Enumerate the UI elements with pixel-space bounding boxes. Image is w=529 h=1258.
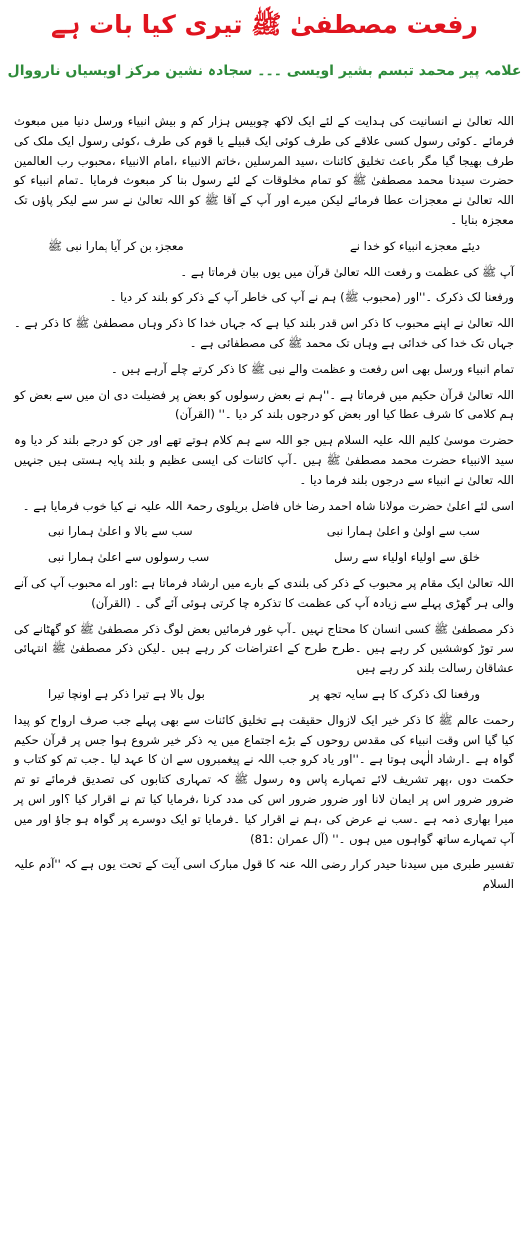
- paragraph: تفسیر طبری میں سیدنا حیدر کرار رضی اللہ عنہ کا قول مبارک اسی آیت کے تحت یوں ہے کہ ''آدم علیہ السلام: [14, 857, 514, 892]
- article-body: [14, 112, 514, 901]
- paragraph: تمام انبیاء ورسل بھی اس رفعت و عظمت والے نبی ﷺ کا ذکر کرتے چلے آرہے ہیں ۔: [111, 361, 514, 376]
- verse-line: خلق سے اولیاء اولیاء سے رسل: [334, 550, 480, 565]
- paragraph: اللہ تعالیٰ نے اپنے محبوب کا ذکر اس قدر بلند کیا ہے کہ جہاں خدا کا ذکر وہاں مصطفیٰ ﷺ کا ذکر ہے ۔جہاں تک خدا کی خدائی ہے وہاں تک محمد ﷺ کی مصطفائی ہے ۔: [14, 316, 514, 350]
- verse-line: بول بالا ہے تیرا ذکر ہے اونچا تیرا: [48, 686, 205, 701]
- paragraph: اللہ تعالیٰ قرآن حکیم میں فرماتا ہے ۔''ہم نے بعض رسولوں کو بعض پر فضیلت دی ان میں سے بعض کو ہم کلامی کا شرف عطا کیا اور بعض کو درجوں بلند کر دیا ۔'' (القرآن): [14, 387, 514, 422]
- paragraph: حضرت موسیٰ کلیم اللہ علیہ السلام ہیں جو اللہ سے ہم کلام ہوتے تھے اور جن کو درجے بلند کر دیا وہ سید الانبیاء حضرت محمد مصطفیٰ ﷺ ہیں ۔آپ کائنات کی ایسی عظیم و بلند پایہ ہستی ہیں جنہیں اللہ تعالیٰ نے انبیاء سے درجوں بلند فرما دیا ۔: [14, 433, 514, 487]
- verse-line: دیئے معجزے انبیاء کو خدا نے: [349, 238, 480, 253]
- paragraph: ورفعنا لک ذکرک ۔''اور (محبوب ﷺ) ہم نے آپ کی خاطر آپ کے ذکر کو بلند کر دیا ۔: [109, 290, 514, 305]
- article-title: رفعت مصطفیٰ ﷺ تیری کیا بات ہے: [51, 10, 478, 39]
- verse-line: سب رسولوں سے اعلیٰ ہمارا نبی: [48, 550, 210, 565]
- paragraph: اللہ تعالیٰ ایک مقام پر محبوب کے ذکر کی بلندی کے بارے میں ارشاد فرماتا ہے :اور اے محبوب آپ کی آنے والی ہر گھڑی پہلے سے زیادہ آپ کی عظمت کا تذکرہ چا کرتی ہوئی آئے گی ۔ (القرآن): [14, 575, 514, 610]
- poetry-couplet: [14, 548, 514, 568]
- verse-line: معجزہ بن کر آیا ہمارا نبی ﷺ: [48, 238, 184, 253]
- paragraph: رحمت عالم ﷺ کا ذکر خیر ایک لازوال حقیقت ہے تخلیق کائنات سے بھی پہلے جب صرف ارواح کو پیدا کیا گیا اس وقت انبیاء کی مقدس روحوں کے بڑے اجتماع میں یہ ذکر خیر شروع ہوا جس پر قرآن حکیم گواہ ہے ۔ارشاد الٰہی ہوتا ہے ۔''اور یاد کرو جب اللہ نے پیغمبروں سے ان کا عہد لیا ۔جب تم کو کتاب و حکمت دوں ،پھر تشریف لائے تمہارے پاس وہ رسول ﷺ کہ تمہاری کتابوں کی تصدیق فرمائے تو تم ضرور ضرور اس پر ایمان لانا اور ضرور ضرور اس کی مدد کرنا ،فرمایا کیا تم نے اقرار کیا ؟اور اس پر میرا بھاری ذمہ ہے ۔سب نے عرض کی ،ہم نے اقرار کیا ۔فرمایا تو ایک دوسرے پر گواہ ہو جاؤ اور میں آپ تمہارے ساتھ گواہوں میں ہوں ۔'' (آل عمران :81): [14, 712, 514, 846]
- paragraph: آپ ﷺ کی عظمت و رفعت اللہ تعالیٰ قرآن میں یوں بیان فرماتا ہے ۔: [180, 264, 514, 279]
- verse-line: سب سے بالا و اعلیٰ ہمارا نبی: [48, 524, 193, 539]
- author-byline: علامہ پیر محمد تبسم بشیر اویسی ۔۔۔ سجادہ نشین مرکز اویسیاں نارووال: [7, 63, 522, 79]
- poetry-couplet: [14, 522, 514, 542]
- verse-line: ورفعنا لک ذکرک کا ہے سایہ تجھ پر: [309, 686, 480, 701]
- paragraph: اسی لئے اعلیٰ حضرت مولانا شاہ احمد رضا خاں فاضل بریلوی رحمۃ اللہ علیہ نے کیا خوب فرمایا ہے ۔: [22, 498, 514, 513]
- verse-line: سب سے اولیٰ و اعلیٰ ہمارا نبی: [326, 524, 480, 539]
- paragraph: ذکر مصطفیٰ ﷺ کسی انسان کا محتاج نہیں ۔آپ غور فرمائیں بعض لوگ ذکر مصطفیٰ ﷺ کو گھٹانے کی سر توڑ کوششیں کر رہے ہیں ۔طرح طرح کے اعتراضات کر رہے ہیں ۔لیکن ذکر مصطفیٰ ﷺ انتہائی عشاقان رسالت بلند کر رہے ہیں: [14, 621, 514, 676]
- poetry-couplet: [14, 237, 514, 257]
- poetry-couplet: [14, 685, 514, 705]
- paragraph: اللہ تعالیٰ نے انسانیت کی ہدایت کے لئے ایک لاکھ چوبیس ہزار کم و بیش انبیاء ورسل دنیا میں مبعوث فرمائے ۔کوئی رسول کسی علاقے کی طرف کوئی ایک قبیلے یا قوم کی طرف ،کوئی رسول ایک ملک کی طرف بھیجا گیا مگر باعث تخلیق کائنات ،سید المرسلین ،خاتم الانبیاء ،امام الانبیاء ،محبوب رب العالمین حضرت سیدنا محمد مصطفیٰ ﷺ کو تمام مخلوقات کے لئے رسول بنا کر مبعوث فرمایا ۔تمام انبیاء کو اللہ تعالیٰ نے معجزات عطا فرمائے لیکن میرے اور آپ کے آقا ﷺ کو اللہ تعالیٰ نے سر سے لیکر پاؤں تک معجزہ بنایا ۔: [14, 114, 514, 227]
